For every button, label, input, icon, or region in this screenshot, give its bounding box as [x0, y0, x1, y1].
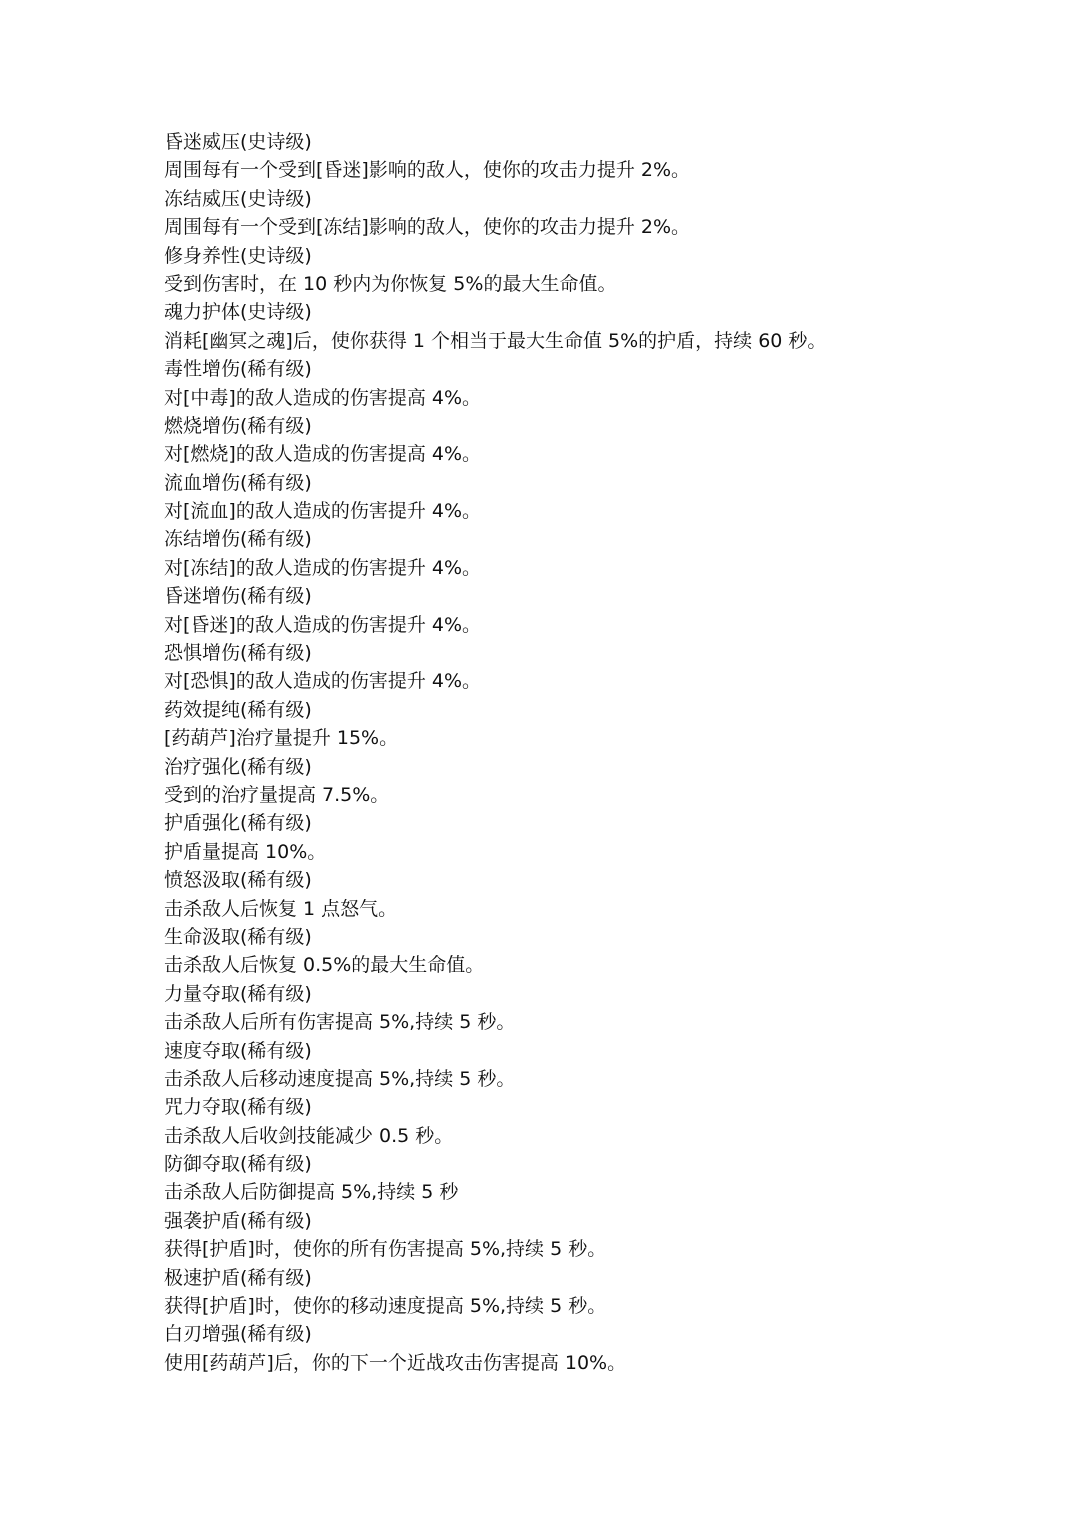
- perk-title: 冻结增伤(稀有级): [164, 528, 312, 551]
- perk-description: 击杀敌人后恢复 1 点怒气。: [164, 897, 398, 920]
- perk-title: 速度夺取(稀有级): [164, 1039, 312, 1062]
- perk-entry: [164, 980, 1044, 1037]
- perk-description: 击杀敌人后移动速度提高 5%,持续 5 秒。: [164, 1067, 516, 1090]
- perk-entry: [164, 1264, 1044, 1321]
- perk-title: 药效提纯(稀有级): [164, 698, 312, 721]
- perk-description: 获得[护盾]时，使你的移动速度提高 5%,持续 5 秒。: [164, 1295, 607, 1318]
- perk-title: 强袭护盾(稀有级): [164, 1209, 312, 1232]
- perk-description: 护盾量提高 10%。: [164, 840, 327, 863]
- perk-description: 对[冻结]的敌人造成的伤害提升 4%。: [164, 556, 482, 579]
- perk-description: [药葫芦]治疗量提升 15%。: [164, 727, 399, 750]
- perk-entry: [164, 1093, 1044, 1150]
- perk-entry: [164, 696, 1044, 753]
- perk-description: 获得[护盾]时，使你的所有伤害提高 5%,持续 5 秒。: [164, 1238, 607, 1261]
- perk-title: 护盾强化(稀有级): [164, 812, 312, 835]
- perk-entry: [164, 1150, 1044, 1207]
- perk-entry: [164, 923, 1044, 980]
- perk-entry: [164, 809, 1044, 866]
- perk-title: 恐惧增伤(稀有级): [164, 642, 312, 665]
- perk-list: [164, 128, 1044, 1377]
- perk-entry: [164, 639, 1044, 696]
- perk-title: 治疗强化(稀有级): [164, 755, 312, 778]
- perk-entry: [164, 753, 1044, 810]
- perk-description: 对[中毒]的敌人造成的伤害提高 4%。: [164, 386, 482, 409]
- perk-title: 愤怒汲取(稀有级): [164, 869, 312, 892]
- perk-title: 冻结威压(史诗级): [164, 187, 312, 210]
- perk-entry: [164, 355, 1044, 412]
- perk-title: 白刃增强(稀有级): [164, 1323, 312, 1346]
- perk-title: 昏迷增伤(稀有级): [164, 585, 312, 608]
- perk-title: 修身养性(史诗级): [164, 244, 312, 267]
- perk-entry: [164, 469, 1044, 526]
- perk-title: 生命汲取(稀有级): [164, 925, 312, 948]
- perk-description: 周围每有一个受到[昏迷]影响的敌人，使你的攻击力提升 2%。: [164, 159, 691, 182]
- perk-entry: [164, 412, 1044, 469]
- perk-entry: [164, 1037, 1044, 1094]
- perk-title: 魂力护体(史诗级): [164, 301, 312, 324]
- perk-description: 对[恐惧]的敌人造成的伤害提升 4%。: [164, 670, 482, 693]
- perk-title: 防御夺取(稀有级): [164, 1153, 312, 1176]
- perk-description: 对[昏迷]的敌人造成的伤害提升 4%。: [164, 613, 482, 636]
- perk-title: 力量夺取(稀有级): [164, 982, 312, 1005]
- perk-title: 咒力夺取(稀有级): [164, 1096, 312, 1119]
- perk-entry: [164, 298, 1044, 355]
- perk-description: 对[燃烧]的敌人造成的伤害提高 4%。: [164, 443, 482, 466]
- perk-entry: [164, 128, 1044, 185]
- perk-entry: [164, 1207, 1044, 1264]
- document-page: [164, 128, 1044, 1377]
- perk-entry: [164, 582, 1044, 639]
- perk-description: 击杀敌人后收剑技能减少 0.5 秒。: [164, 1124, 454, 1147]
- perk-description: 受到伤害时，在 10 秒内为你恢复 5%的最大生命值。: [164, 272, 617, 295]
- perk-title: 极速护盾(稀有级): [164, 1266, 312, 1289]
- perk-description: 击杀敌人后恢复 0.5%的最大生命值。: [164, 954, 485, 977]
- perk-description: 击杀敌人后所有伤害提高 5%,持续 5 秒。: [164, 1011, 516, 1034]
- perk-description: 使用[药葫芦]后，你的下一个近战攻击伤害提高 10%。: [164, 1351, 627, 1374]
- perk-description: 周围每有一个受到[冻结]影响的敌人，使你的攻击力提升 2%。: [164, 216, 691, 239]
- perk-description: 击杀敌人后防御提高 5%,持续 5 秒: [164, 1181, 459, 1204]
- perk-description: 受到的治疗量提高 7.5%。: [164, 783, 390, 806]
- perk-entry: [164, 1320, 1044, 1377]
- perk-entry: [164, 185, 1044, 242]
- perk-title: 燃烧增伤(稀有级): [164, 414, 312, 437]
- perk-description: 消耗[幽冥之魂]后，使你获得 1 个相当于最大生命值 5%的护盾，持续 60 秒。: [164, 329, 827, 352]
- perk-title: 毒性增伤(稀有级): [164, 358, 312, 381]
- perk-entry: [164, 866, 1044, 923]
- perk-entry: [164, 242, 1044, 299]
- perk-entry: [164, 525, 1044, 582]
- perk-title: 昏迷威压(史诗级): [164, 131, 312, 153]
- perk-description: 对[流血]的敌人造成的伤害提升 4%。: [164, 500, 482, 523]
- perk-title: 流血增伤(稀有级): [164, 471, 312, 494]
